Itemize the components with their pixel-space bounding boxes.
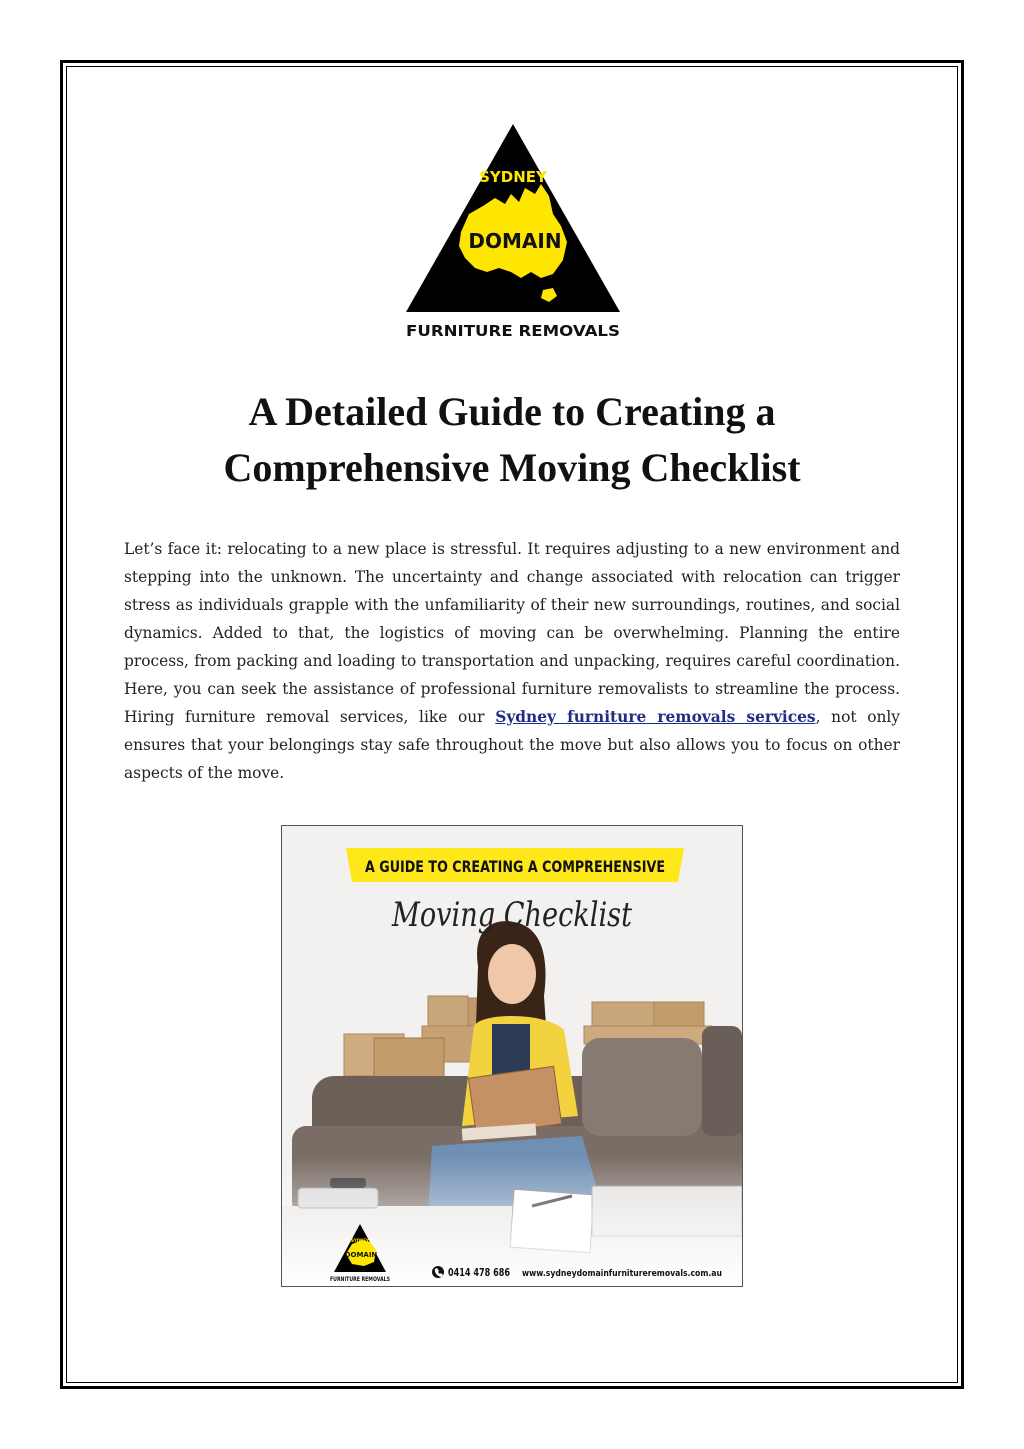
footer-logo-domain: DOMAIN (344, 1251, 378, 1259)
hero-image (281, 825, 743, 1287)
sydney-removals-link[interactable]: Sydney furniture removals services (495, 708, 816, 726)
phone-number: 0414 478 686 (448, 1266, 511, 1279)
page-title (110, 384, 914, 496)
intro-text-before-link: Let’s face it: relocating to a new place is stressful. It requires adjusting to a new environment and stepping into the unknown. The uncertainty and change associated with relocation can trigger stress as individuals grapple with the unfamiliarity of their new surroundings, routines, and social dynamics. Added to that, the logistics of moving can be overwhelming. Planning the entire process, from packing and loading to transportation and unpacking, requires careful coordination. Here, you can seek the assistance of professional furniture removalists to streamline the process. Hiring furniture removal services, like our (124, 540, 900, 726)
logo-text-sydney: SYDNEY (479, 168, 547, 186)
intro-text-after-link: , not only ensures that your belongings stay safe throughout the move but also allows you to focus on other aspects of the move. (124, 708, 900, 782)
company-logo (403, 122, 623, 344)
page-title-line-2: Comprehensive Moving Checklist (223, 445, 801, 490)
script-title: Moving Checklist (391, 895, 633, 935)
website-url: www.sydneydomainfurnitureremovals.com.au (522, 1269, 722, 1279)
footer-logo-sydney: SYDNEY (350, 1238, 370, 1243)
logo-text-domain: DOMAIN (468, 229, 562, 253)
footer-logo-removals: FURNITURE REMOVALS (330, 1276, 390, 1283)
logo-text-furniture-removals: FURNITURE REMOVALS (406, 322, 620, 340)
banner-text: A GUIDE TO CREATING A COMPREHENSIVE (365, 857, 665, 876)
page-title-line-1: A Detailed Guide to Creating a (248, 389, 776, 434)
intro-paragraph (124, 535, 900, 787)
